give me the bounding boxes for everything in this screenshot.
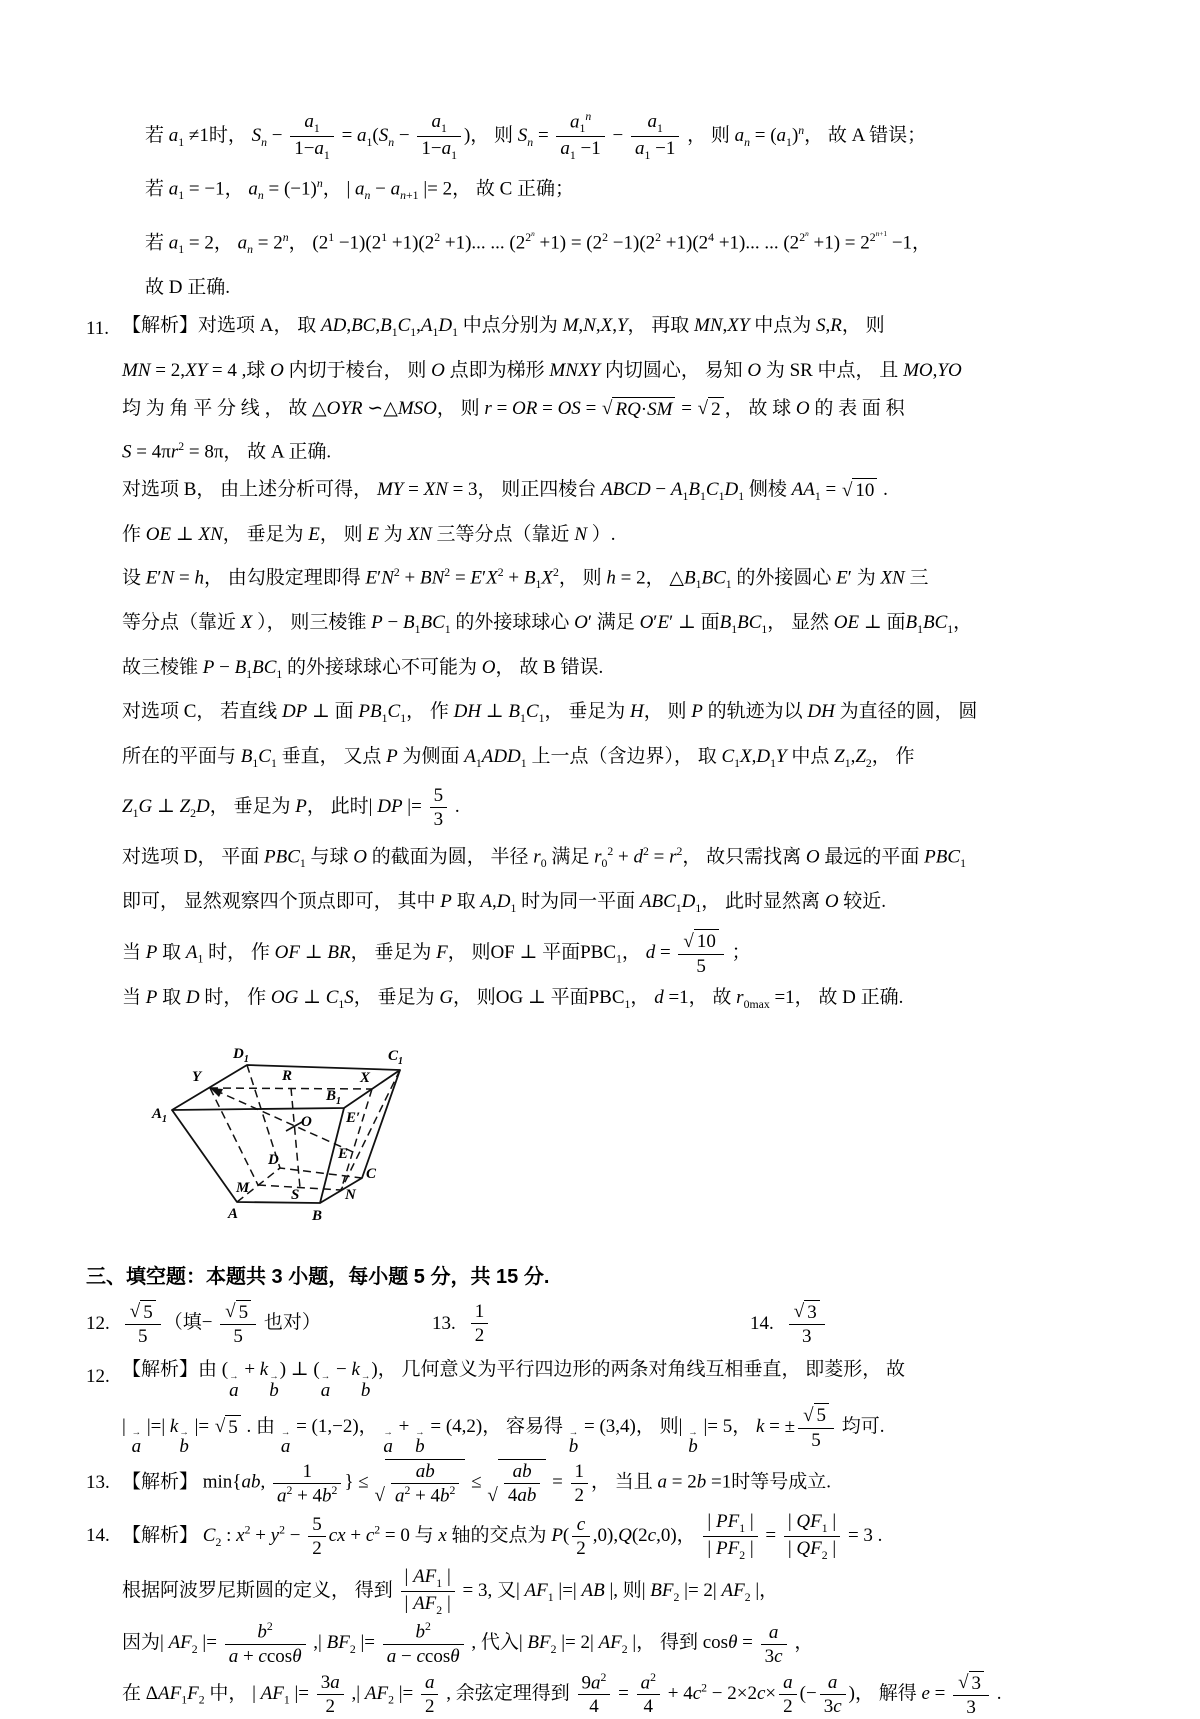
answer-12-value: √ 5 5 （填− √ 5 5 也对） — [122, 1299, 321, 1348]
text-line: 对选项 C， 若直线 DP ⊥ 面 $PB_1C_1$， 作 DH ⊥ $B_1C_1$， 垂足为 H， 则 P 的轨迹为以 DH 为直径的圆， 圆 — [122, 701, 978, 726]
figure-label-S: S — [291, 1187, 300, 1204]
section-heading: 三、填空题：本题共 3 小题，每小题 5 分，共 15 分. — [86, 1266, 550, 1289]
figure-label-N: N — [345, 1187, 356, 1204]
frustum-figure — [150, 1038, 1122, 1244]
answer-block-14 — [86, 1510, 1122, 1719]
text-line: 作 OE ⊥ XN， 垂足为 E， 则 E 为 XN 三等分点（靠近 N ）. — [122, 523, 616, 545]
figure-label-C1: $C_1$ — [388, 1048, 404, 1068]
text-line: 当 P 取 $A_1$ 时， 作 OF ⊥ BR， 垂足为 F， 则OF ⊥ 平面$PBC_1$， d = √ 10 5 ； — [122, 930, 751, 977]
text-line: 对选项 B， 由上述分析可得， MY = XN = 3， 则正四棱台 ABCD − $A_1B_1C_1D_1$ 侧棱 $AA_1$ = √ 10 . — [122, 478, 888, 503]
answer-14-value: √ 3 3 — [786, 1299, 828, 1348]
text-line: 因为| $AF_2$ |= $\frac{b^2}{a + ccos\theta}$ ,| $BF_2$ |= $\frac{b^2}{a - ccos\theta}$ , 代入| $BF_2$ |= 2| $AF_2$ |， 得到 cosθ = $\frac{a}{3c}$ ， — [122, 1620, 814, 1667]
text-line: 在 $\Delta AF_1F_2$ 中， | $AF_1$ |= $\frac{3a}{2}$ ,| $AF_2$ |= $\frac{a}{2}$ , 余弦定理得到 $\frac{9a^2}{4}$ = $\frac{a^2}{4}$ + $4c^2 - 2\times 2c\times$ $\frac{a}{2}$ (− $\frac{a}{3c}$ )， 解得 e = √ 3 3 . — [122, 1670, 1002, 1719]
figure-label-E: E — [338, 1146, 349, 1163]
answer-block-13 — [86, 1459, 1122, 1508]
answer-13-value: $\frac{1}{2}$ — [468, 1300, 492, 1347]
text-line: 均 为 角 平 分 线 ， 故 △OYR ∽△MSO， 则 r = OR = OS = √ RQ · SM = √ 2 ， 故 球 O 的 表 面 积 — [122, 397, 905, 421]
text-line: 13. 【解析】 min{ab, $\frac{1}{a^2 + 4b^2}$ } ≤ √ $\frac{ab}{a^2 + 4b^2}$ ≤ √ $\frac{ab}{4ab}$ = $\frac{1}{2}$ ， 当且 a = 2b =1时等号成立. — [86, 1460, 831, 1507]
figure-label-X: X — [360, 1070, 371, 1087]
text-line: 12. 【解析】由 ( → a + k → b ) ⊥ ( → a − k → b )， 几何意义为平行四边形的两条对角线互相垂直， 即菱形， 故 — [86, 1359, 906, 1401]
answer-block-10-continuation — [86, 110, 1122, 306]
text-line: MN = 2,XY = 4 ,球 O 内切于棱台， 则 O 点即为梯形 MNXY 内切圆心， 易知 O 为 SR 中点， 且 MO,YO — [122, 359, 962, 381]
text-line: 设 E′N = h， 由勾股定理即得 $E'N^2 + BN^2 = E'X^2 + B_1X^2$， 则 h = 2， $\triangle B_1BC_1$ 的外接圆心 E′ 为 XN 三 — [122, 565, 929, 591]
item-number: 12. — [86, 1365, 110, 1387]
figure-label-E′: E′ — [346, 1110, 361, 1127]
figure-label-D: D — [268, 1152, 279, 1169]
figure-label-M: M — [236, 1180, 250, 1197]
figure-label-B: B — [312, 1208, 323, 1225]
text-line: 等分点（靠近 X ）， 则三棱锥 $P - B_1BC_1$ 的外接球球心 O′ 满足 O′E′ ⊥ 面$B_1BC_1$， 显然 OE ⊥ 面$B_1BC_1$， — [122, 611, 973, 636]
answer-14-number: 14. — [750, 1312, 774, 1334]
answers-row — [86, 1299, 1122, 1348]
answer-block-12 — [86, 1352, 1122, 1457]
text-line: 若 $a_1 \ne 1$时， $S_n$ − $\frac{a_1}{1-a_1}$ = $a_1(S_n$ − $\frac{a_1}{1-a_1}$ )， 则 $S_n$ = $\frac{a_1^n}{a_1 -1}$ − $\frac{a_1}{a_1 -1}$ ， 则 $a_n = (a_1)^n$， 故 A 错误； — [145, 110, 927, 163]
answer-12-number: 12. — [86, 1312, 110, 1334]
item-number: 14. — [86, 1525, 110, 1547]
text-line: 若 $a_1 = -1$， $a_n = (-1)^n$， | $a_n - a_{n+1}$ |= 2， 故 C 正确； — [145, 176, 575, 202]
frustum-svg — [150, 1038, 442, 1238]
text-line: 11. 【解析】对选项 A， 取 $AD,BC,B_1C_1,A_1D_1$ 中点分别为 M,N,X,Y， 再取 MN,XY 中点为 S,R， 则 — [122, 308, 1122, 351]
figure-label-B1: $B_1$ — [326, 1088, 342, 1108]
text-line: 即可， 显然观察四个顶点即可， 其中 P 取 $A,D_1$ 时为同一平面 $ABC_1D_1$， 此时显然离 O 较近. — [122, 891, 887, 915]
text-line: 若 $a_1 = 2$， $a_n = 2^n$， $(2^1 -1)(2^1 +1)(2^2 +1)$... ... $(2^{2^n} +1) = (2^2 -1)(2^2 +1)(2^4 +1)$... ... $(2^{2^n} +1) = 2^{2^{n+1}} -1$， — [145, 228, 932, 256]
text-line: 当 P 取 D 时， 作 OG ⊥ $C_1S$， 垂足为 G， 则OG ⊥ 平面$PBC_1$， d =1， 故 $r_{0max} =1$， 故 D 正确. — [122, 986, 904, 1011]
answer-13 — [432, 1300, 750, 1347]
text-line: $Z_1G$ ⊥ $Z_2D$， 垂足为 P， 此时| DP |= $\frac{5}{3}$ . — [122, 785, 460, 831]
figure-label-D1: $D_1$ — [233, 1046, 249, 1066]
text-line: | → a |=| k → b |= √ 5 . 由 → a = (1,−2)， → a + → b = (4,2)， 容易得 → b = (3,4)， 则| → b |= 5， k = ± √ 5 5 均可. — [122, 1404, 885, 1458]
answer-12 — [86, 1299, 432, 1348]
answer-block-11 — [86, 308, 1122, 1023]
figure-label-C: C — [366, 1166, 377, 1183]
figure-label-R: R — [282, 1068, 293, 1085]
figure-label-A: A — [228, 1206, 239, 1223]
answer-14 — [750, 1299, 828, 1348]
item-number: 13. — [86, 1472, 110, 1494]
figure-label-A1: $A_1$ — [152, 1106, 168, 1126]
text-line: 14. 【解析】 $C_2$ : $x^2 + y^2$ − $\frac{5}{2}$ cx + $c^2 = 0$ 与 x 轴的交点为 P( $\frac{c}{2}$ ,0),Q(2c,0)， $\frac{| PF_1 |}{| PF_2 |}$ = $\frac{| QF_1 |}{| QF_2 |}$ = 3 . — [86, 1510, 883, 1562]
text-line: 对选项 D， 平面 $PBC_1$ 与球 O 的截面为圆， 半径 $r_0$ 满足 $r_0^2 + d^2 = r^2$， 故只需找离 O 最远的平面 $PBC_1$ — [122, 844, 966, 870]
text-line: 根据阿波罗尼斯圆的定义， 得到 $\frac{| AF_1 |}{| AF_2 |}$ = 3, 又| $AF_1$ |=| AB |, 则| $BF_2$ |= 2| $AF_2$ |， — [122, 1566, 779, 1617]
item-number: 11. — [86, 318, 110, 340]
text-line: 故 D 正确. — [145, 276, 230, 298]
text-line: $S = 4\pi r^2 = 8\pi$， 故 A 正确. — [122, 439, 332, 462]
text-line: 故三棱锥 $P - B_1BC_1$ 的外接球球心不可能为 O， 故 B 错误. — [122, 656, 604, 681]
text-line: 所在的平面与 $B_1C_1$ 垂直， 又点 P 为侧面 $A_1ADD_1$ 上一点（含边界）， 取 $C_1X,D_1Y$ 中点 $Z_1,Z_2$， 作 — [122, 746, 915, 771]
figure-label-Y: Y — [192, 1069, 202, 1086]
answer-13-number: 13. — [432, 1312, 456, 1334]
figure-label-O: O — [301, 1114, 312, 1131]
